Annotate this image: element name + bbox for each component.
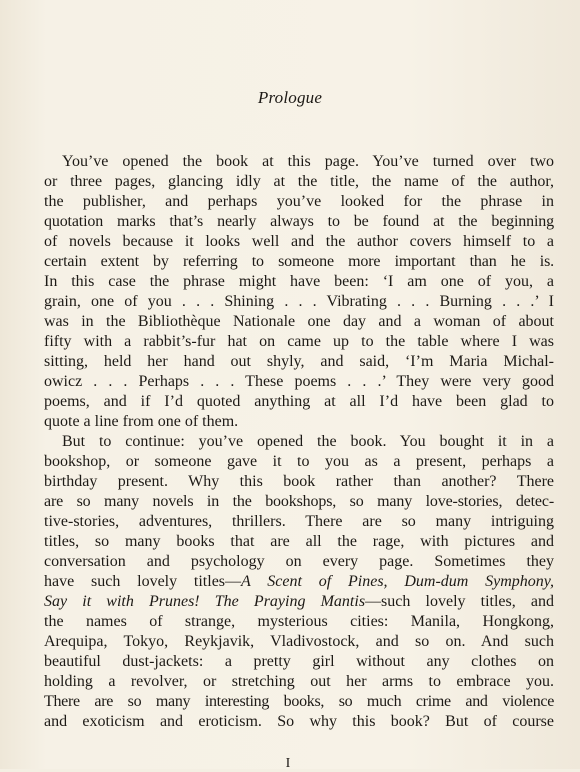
text-line: But to continue: you’ve opened the book. You bought it in a	[62, 433, 554, 450]
text-line: owicz . . . Perhaps . . . These poems . . .’ They were very good	[44, 373, 554, 390]
text-line: holding a revolver, or stretching out her arms to embrace you.	[44, 673, 554, 690]
text-line: birthday present. Why this book rather than another? There	[44, 473, 554, 490]
body-text	[44, 152, 554, 732]
chapter-title: Prologue	[257, 88, 323, 107]
text-line: You’ve opened the book at this page. You’ve turned over two	[62, 153, 554, 170]
text-line: titles, so many books that are all the rage, with pictures and	[44, 533, 554, 550]
text-line: bookshop, or someone gave it to you as a present, perhaps a	[44, 453, 554, 470]
text-line: of novels because it looks well and the author covers himself to a	[44, 233, 554, 250]
text-line: the publisher, and perhaps you’ve looked for the phrase in	[44, 193, 554, 210]
paragraph-2	[44, 432, 554, 732]
text-line: quote a line from one of them.	[44, 413, 239, 430]
text-line: In this case the phrase might have been: ‘I am one of you, a	[44, 273, 554, 290]
text-line: beautiful dust-jackets: a pretty girl without any clothes on	[44, 653, 554, 670]
text-line: conversation and psychology on every page. Sometimes they	[44, 553, 554, 570]
page-number: I	[285, 756, 291, 771]
text-line-italic-title	[44, 572, 554, 592]
text-line: or three pages, glancing idly at the title, the name of the author,	[44, 173, 554, 190]
text-line: Arequipa, Tokyo, Reykjavik, Vladivostock, and so on. And such	[44, 633, 554, 650]
text-line: was in the Bibliothèque Nationale one day and a woman of about	[44, 313, 554, 330]
text-line: poems, and if I’d quoted anything at all I’d have been glad to	[44, 393, 554, 410]
text-line: and exoticism and eroticism. So why this book? But of course	[44, 713, 554, 730]
text-line: grain, one of you . . . Shining . . . Vibrating . . . Burning . . .’ I	[44, 293, 554, 310]
text-line: tive-stories, adventures, thrillers. There are so many intriguing	[44, 513, 554, 530]
italic-book-title: A Scent of Pines, Dum-dum Symphony,	[241, 573, 554, 590]
text-line: are so many novels in the bookshops, so many love-stories, detec-	[44, 493, 554, 510]
text-line: the names of strange, mysterious cities: Manila, Hongkong,	[44, 613, 554, 630]
text-line: fifty with a rabbit’s-fur hat on came up to the table where I was	[44, 333, 554, 350]
text-line: There are so many interesting books, so much crime and violence	[44, 693, 554, 710]
text-line: certain extent by referring to someone more important than he is.	[44, 253, 554, 270]
italic-book-title: Say it with Prunes! The Praying Mantis	[44, 593, 366, 610]
text-line: quotation marks that’s nearly always to be found at the beginning	[44, 213, 554, 230]
text-run: have such lovely titles—	[44, 573, 242, 590]
text-line-italic-title	[44, 592, 554, 612]
text-line: sitting, held her hand out shyly, and said, ‘I’m Maria Michal-	[44, 353, 554, 370]
paragraph-1	[44, 152, 554, 432]
text-run: —such lovely titles, and	[365, 593, 554, 610]
